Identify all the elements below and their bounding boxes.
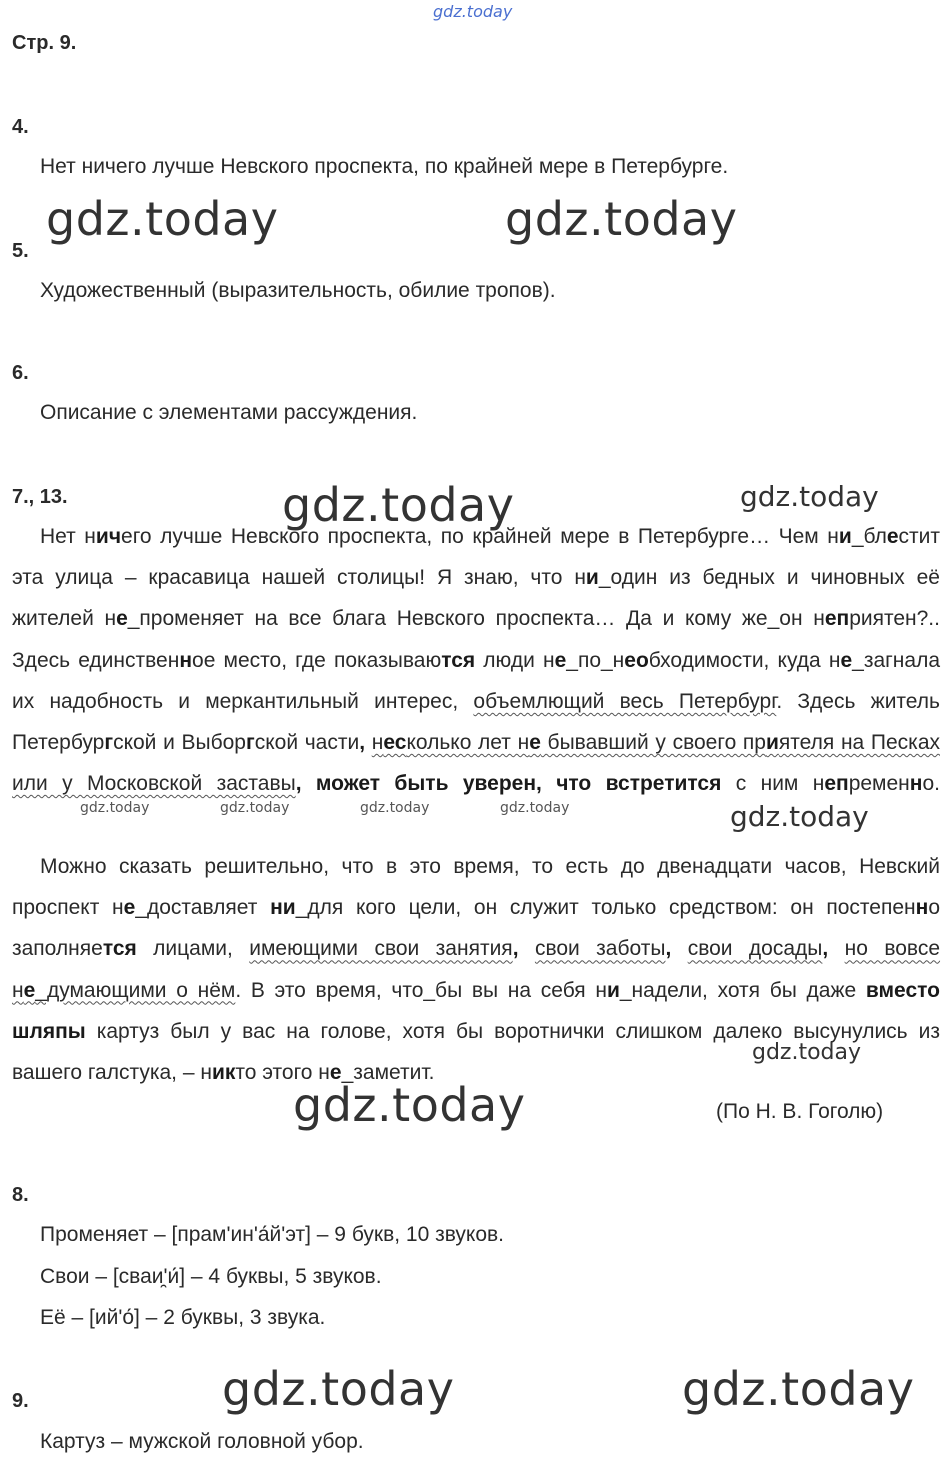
task-number-4: 4. (12, 116, 29, 138)
participial-phrase: но вовсе не_думающими о нём (12, 937, 941, 1002)
watermark: gdz.today (360, 800, 430, 816)
phonetic-line: Её – [ий'о́] – 2 буквы, 3 звука. (40, 1306, 326, 1329)
watermark: gdz.today (282, 478, 515, 532)
text-paragraph-2: Можно сказать решительно, что в это время, то есть до двенадцати часов, Невский проспект не_доставляет ни_для кого цели, он служит только средством: он постепенно заполняется лицами, имеющими свои занятия, свои заботы, свои досады, но вовсе не_думающими о нём. В это время, что_бы вы на себя ни_надели, хотя бы даже вместо шляпы картуз был у вас на голове, хотя бы воротнички слишком далеко высунулись из вашего галстука, – никто этого не_заметит. (12, 855, 941, 1085)
task-number-9: 9. (12, 1390, 29, 1412)
watermark: gdz.today (80, 800, 150, 816)
task-4-answer: Нет ничего лучше Невского проспекта, по крайней мере в Петербурге. (40, 155, 729, 178)
task-9-answer: Картуз – мужской головной убор. (40, 1430, 364, 1453)
watermark: gdz.today (740, 480, 879, 513)
participial-phrase: несколько лет не бывавший у своего приятеля на Песках или у Московской заставы (12, 731, 940, 796)
phonetic-line: Променяет – [прам'ин'а́й'эт] – 9 букв, 10 звуков. (40, 1223, 505, 1246)
task-number-8: 8. (12, 1184, 29, 1206)
watermark: gdz.today (46, 192, 279, 246)
task-5-answer: Художественный (выразительность, обилие тропов). (40, 279, 556, 302)
participial-phrase: свои заботы (534, 937, 666, 961)
watermark: gdz.today (220, 800, 290, 816)
task-number-7-13: 7., 13. (12, 486, 68, 508)
watermark: gdz.today (500, 800, 570, 816)
task-number-5: 5. (12, 240, 29, 262)
participial-phrase: имеющими свои занятия (249, 937, 513, 961)
watermark: gdz.today (752, 1040, 862, 1065)
watermark: gdz.today (730, 800, 869, 833)
participial-phrase: объемлющий весь Петербург (473, 689, 777, 713)
text-paragraph-1: Нет ничего лучше Невского проспекта, по крайней мере в Петербурге… Чем ни_блестит эта улица – красавица нашей столицы! Я знаю, что ни_один из бедных и чиновных её жителей не_променяет на все блага Невского проспекта… Да и кому же_он неприятен?.. Здесь единственное место, где показываются люди не_по_необходимости, куда не_загнала их надобность и меркантильный интерес, объемлющий весь Петербург. Здесь житель Петербургской и Выборгской части, несколько лет не бывавший у своего приятеля на Песках или у Московской заставы, может быть уверен, что встретится с ним непременно. (12, 525, 940, 796)
site-watermark-top: gdz.today (433, 2, 513, 21)
task-6-answer: Описание с элементами рассуждения. (40, 401, 418, 424)
watermark: gdz.today (505, 192, 738, 246)
phonetic-line: Свои – [сваи̯'и́] – 4 буквы, 5 звуков. (40, 1265, 382, 1288)
watermark: gdz.today (222, 1362, 455, 1416)
participial-phrase: свои досады (687, 937, 823, 961)
page-reference: Стр. 9. (12, 32, 77, 54)
watermark: gdz.today (682, 1362, 915, 1416)
citation-credit: (По Н. В. Гоголю) (716, 1100, 884, 1123)
watermark: gdz.today (293, 1078, 526, 1132)
task-number-6: 6. (12, 362, 29, 384)
